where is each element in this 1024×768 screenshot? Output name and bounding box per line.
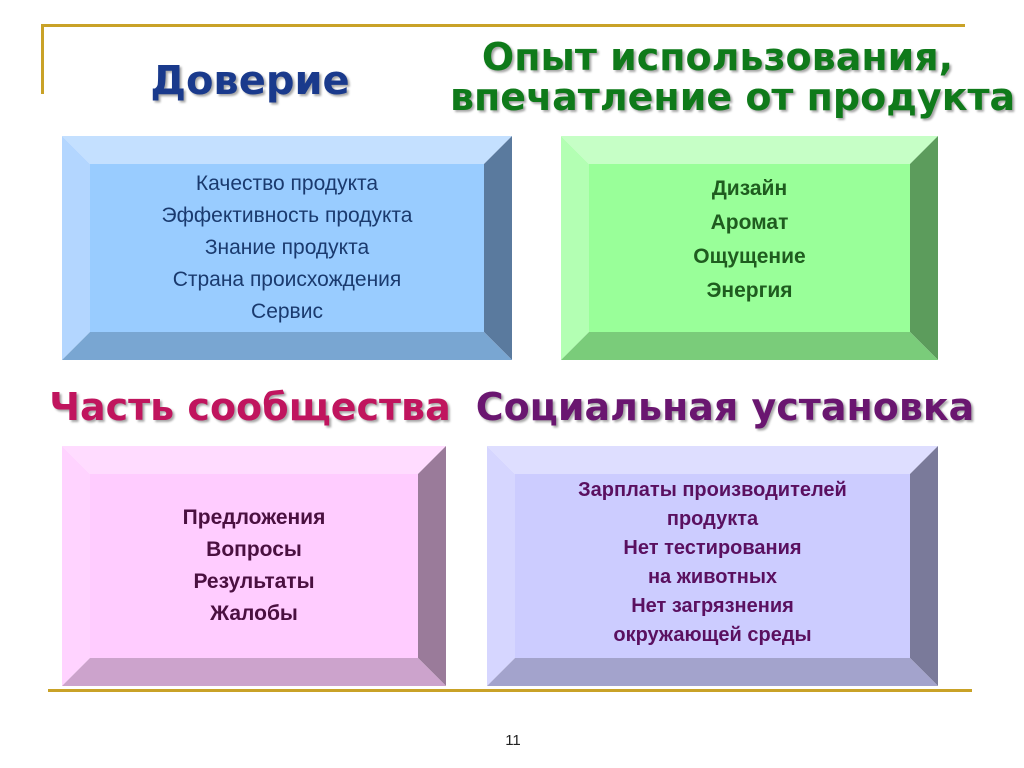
box-experience-content [589, 172, 910, 332]
box-social-content [515, 476, 910, 658]
box-trust-item: Страна происхождения [172, 268, 402, 291]
heading-social-line-1: Социальная установка [475, 385, 975, 429]
box-trust-item: Качество продукта [195, 172, 379, 195]
box-social [487, 446, 938, 686]
page-number: 11 [505, 732, 521, 749]
box-trust-item: Эффективность продукта [161, 204, 413, 227]
heading-experience-line-1: Опыт использования, [481, 35, 954, 79]
box-community-item: Результаты [193, 570, 315, 593]
heading-social [475, 385, 975, 429]
box-community-content [90, 502, 418, 658]
heading-trust [120, 60, 380, 102]
box-community [62, 446, 446, 686]
box-experience-item: Ощущение [693, 245, 806, 268]
box-experience [561, 136, 938, 360]
heading-trust-line-1: Доверие [150, 58, 350, 104]
box-trust-item: Сервис [251, 300, 323, 323]
box-social-item: Нет загрязнения [631, 595, 794, 617]
box-social-item: продукта [666, 508, 759, 530]
box-community-item: Вопросы [206, 538, 302, 561]
heading-community [40, 385, 460, 429]
box-community-item: Жалобы [210, 602, 298, 625]
box-experience-item: Энергия [706, 279, 793, 302]
box-trust [62, 136, 512, 360]
box-experience-item: Дизайн [711, 177, 788, 200]
box-social-item: Зарплаты производителей [578, 479, 847, 501]
heading-community-line-1: Часть сообщества [49, 385, 451, 429]
box-social-item: окружающей среды [613, 624, 812, 646]
top-left-vertical-rule [41, 24, 44, 94]
bottom-horizontal-rule [48, 689, 972, 692]
heading-experience [450, 35, 1016, 119]
box-trust-content [90, 168, 484, 332]
top-horizontal-rule [41, 24, 965, 27]
box-community-item: Предложения [182, 506, 326, 529]
box-social-item: на животных [647, 566, 778, 588]
heading-experience-line-2: впечатление от продукта [450, 74, 1016, 119]
box-social-item: Нет тестирования [623, 537, 802, 559]
box-trust-item: Знание продукта [204, 236, 370, 259]
box-experience-item: Аромат [710, 211, 789, 234]
